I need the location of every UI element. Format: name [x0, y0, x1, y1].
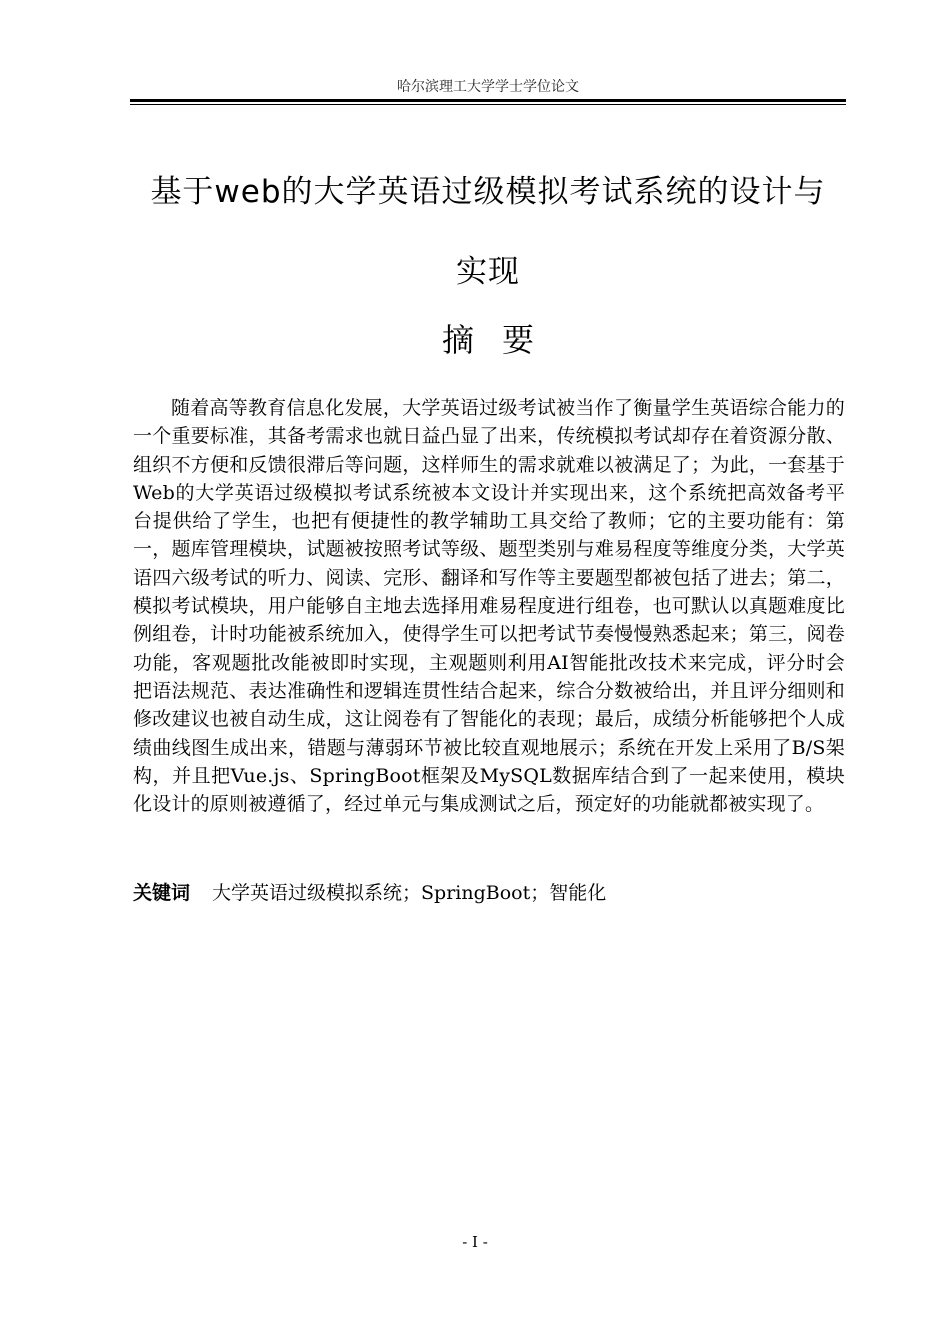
paper-title	[100, 152, 876, 312]
abstract-heading: 摘要	[441, 321, 562, 359]
paper-title-line-2: 实现	[456, 254, 520, 290]
paper-title-line-1: 基于web的大学英语过级模拟考试系统的设计与	[150, 174, 826, 210]
header-rule-thick	[130, 99, 846, 102]
header-rule-thin	[130, 104, 846, 105]
running-header: 哈尔滨理工大学学士学位论文	[397, 79, 579, 95]
abstract-body: 随着高等教育信息化发展，大学英语过级考试被当作了衡量学生英语综合能力的一个重要标准，其备考需求也就日益凸显了出来，传统模拟考试却存在着资源分散、组织不方便和反馈很滞后等问题，这样师生的需求就难以被满足了；为此，一套基于Web的大学英语过级模拟考试系统被本文设计并实现出来，这个系统把高效备考平台提供给了学生，也把有便捷性的教学辅助工具交给了教师；它的主要功能有：第一，题库管理模块，试题被按照考试等级、题型类别与难易程度等维度分类，大学英语四六级考试的听力、阅读、完形、翻译和写作等主要题型都被包括了进去；第二，模拟考试模块，用户能够自主地去选择用难易程度进行组卷，也可默认以真题难度比例组卷，计时功能被系统加入，使得学生可以把考试节奏慢慢熟悉起来；第三，阅卷功能，客观题批改能被即时实现，主观题则利用AI智能批改技术来完成，评分时会把语法规范、表达准确性和逻辑连贯性结合起来，综合分数被给出，并且评分细则和修改建议也被自动生成，这让阅卷有了智能化的表现；最后，成绩分析能够把个人成绩曲线图生成出来，错题与薄弱环节被比较直观地展示；系统在开发上采用了B/S架构，并且把Vue.js、SpringBoot框架及MySQL数据库结合到了一起来使用，模块化设计的原则被遵循了，经过单元与集成测试之后，预定好的功能就都被实现了。	[133, 397, 845, 816]
keywords-label: 关键词	[133, 882, 191, 904]
keywords-line	[133, 879, 845, 907]
keywords-value: 大学英语过级模拟系统；SpringBoot；智能化	[212, 882, 607, 904]
page-number: - I -	[462, 1233, 488, 1251]
